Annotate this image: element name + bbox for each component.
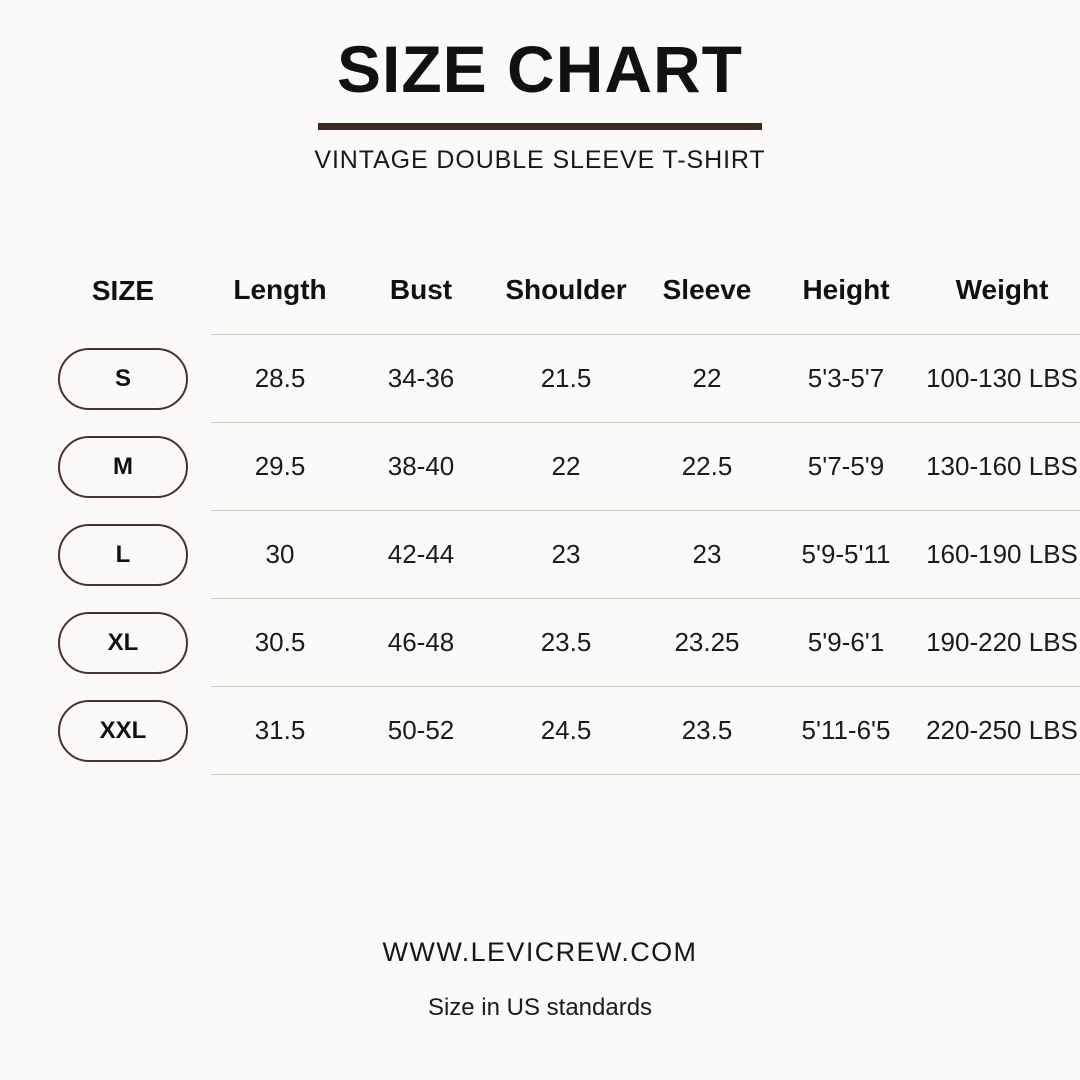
size-badge: S <box>58 348 188 410</box>
table-row <box>35 335 1080 423</box>
sleeve-cell: 23.5 <box>639 687 775 775</box>
footer <box>0 937 1080 1022</box>
size-badge: XXL <box>58 700 188 762</box>
table-row <box>35 599 1080 687</box>
height-cell: 5'11-6'5 <box>775 687 917 775</box>
sleeve-cell: 23.25 <box>639 599 775 687</box>
size-cell <box>35 511 211 599</box>
size-cell <box>35 335 211 423</box>
weight-cell: 220-250 LBS <box>917 687 1080 775</box>
table-body <box>35 335 1080 775</box>
size-table <box>35 273 1080 775</box>
bust-cell: 42-44 <box>349 511 493 599</box>
table-header <box>35 273 1080 335</box>
column-header-length: Length <box>233 274 327 306</box>
size-cell <box>35 687 211 775</box>
website-url: WWW.LEVICREW.COM <box>382 937 698 967</box>
shoulder-cell: 24.5 <box>493 687 639 775</box>
title-divider <box>318 123 762 130</box>
weight-cell: 130-160 LBS <box>917 423 1080 511</box>
table-row <box>35 511 1080 599</box>
bust-cell: 38-40 <box>349 423 493 511</box>
weight-cell: 190-220 LBS <box>917 599 1080 687</box>
weight-cell: 160-190 LBS <box>917 511 1080 599</box>
height-cell: 5'9-5'11 <box>775 511 917 599</box>
sleeve-cell: 22.5 <box>639 423 775 511</box>
length-cell: 30.5 <box>211 599 349 687</box>
column-header-shoulder: Shoulder <box>505 274 627 306</box>
size-badge: M <box>58 436 188 498</box>
page-subtitle: VINTAGE DOUBLE SLEEVE T-SHIRT <box>314 146 766 175</box>
table-row <box>35 687 1080 775</box>
page-title: SIZE CHART <box>337 32 743 106</box>
shoulder-cell: 22 <box>493 423 639 511</box>
column-header-bust: Bust <box>389 274 453 306</box>
sleeve-cell: 23 <box>639 511 775 599</box>
size-badge: XL <box>58 612 188 674</box>
shoulder-cell: 23.5 <box>493 599 639 687</box>
column-header-height: Height <box>802 274 890 306</box>
table-header-row <box>35 273 1080 335</box>
height-cell: 5'3-5'7 <box>775 335 917 423</box>
length-cell: 31.5 <box>211 687 349 775</box>
table-row <box>35 423 1080 511</box>
bust-cell: 46-48 <box>349 599 493 687</box>
size-cell <box>35 599 211 687</box>
footer-note: Size in US standards <box>427 994 653 1021</box>
size-cell <box>35 423 211 511</box>
length-cell: 30 <box>211 511 349 599</box>
height-cell: 5'9-6'1 <box>775 599 917 687</box>
bust-cell: 34-36 <box>349 335 493 423</box>
length-cell: 29.5 <box>211 423 349 511</box>
column-header-size: SIZE <box>91 274 155 306</box>
height-cell: 5'7-5'9 <box>775 423 917 511</box>
weight-cell: 100-130 LBS <box>917 335 1080 423</box>
size-badge: L <box>58 524 188 586</box>
column-header-weight: Weight <box>955 274 1049 306</box>
column-header-sleeve: Sleeve <box>662 274 752 306</box>
size-table-wrapper <box>35 273 1078 775</box>
length-cell: 28.5 <box>211 335 349 423</box>
bust-cell: 50-52 <box>349 687 493 775</box>
shoulder-cell: 21.5 <box>493 335 639 423</box>
sleeve-cell: 22 <box>639 335 775 423</box>
shoulder-cell: 23 <box>493 511 639 599</box>
